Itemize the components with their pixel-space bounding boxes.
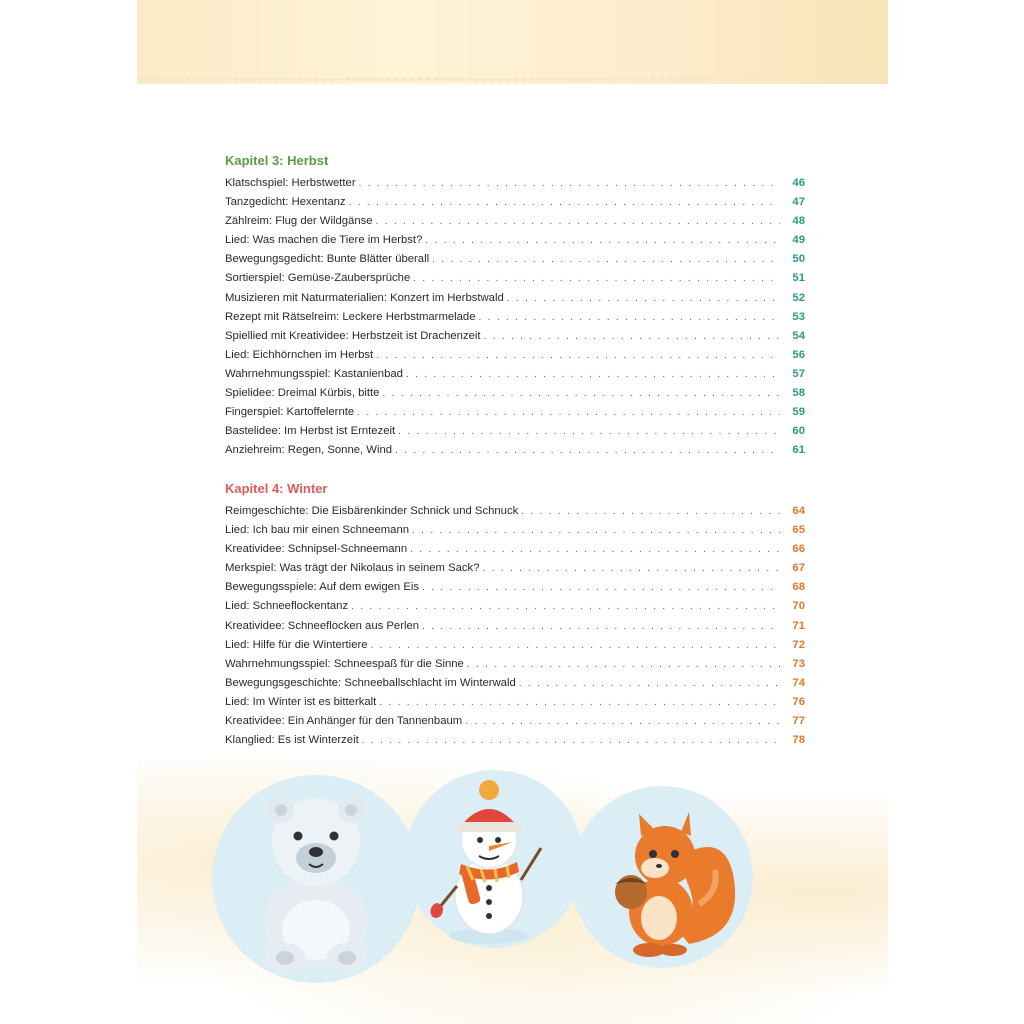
toc-dot-leader (507, 289, 780, 308)
toc-dot-leader (425, 231, 780, 250)
toc-dot-leader (382, 384, 780, 403)
toc-entry-page: 53 (792, 310, 805, 323)
toc-dot-leader (357, 403, 780, 422)
toc-dot-leader (376, 346, 780, 365)
toc-dot-leader (484, 327, 780, 346)
toc-entry (225, 384, 805, 403)
toc-entry-page: 66 (792, 543, 805, 556)
toc-entry (225, 174, 805, 193)
toc-dot-leader (398, 422, 780, 441)
toc-entry (225, 655, 805, 674)
toc-dot-leader (371, 636, 780, 655)
toc-entry-page: 68 (792, 581, 805, 594)
toc-entry (225, 578, 805, 597)
toc-entry-page: 48 (792, 215, 805, 228)
toc-entry-title: Lied: Hilfe für die Wintertiere (225, 638, 368, 651)
toc-entry-page: 76 (792, 695, 805, 708)
toc-entry-page: 52 (792, 291, 805, 304)
toc-entry-title: Fingerspiel: Kartoffelernte (225, 406, 355, 419)
toc-dot-leader (519, 674, 780, 693)
toc-entry (225, 597, 805, 616)
toc-entry (225, 712, 805, 731)
toc-entry-page: 49 (792, 234, 805, 247)
toc-entry-list (225, 174, 805, 460)
toc-entry-title: Spielidee: Dreimal Kürbis, bitte (225, 387, 380, 400)
toc-entry-title: Lied: Schneeflockentanz (225, 600, 349, 613)
toc-entry (225, 422, 805, 441)
squirrel-icon (569, 784, 755, 970)
toc-entry (225, 231, 805, 250)
chapter-heading: Kapitel 4: Winter (225, 481, 328, 496)
toc-entry-list (225, 502, 805, 750)
toc-entry-title: Merkspiel: Was trägt der Nikolaus in seinem Sack? (225, 562, 480, 575)
toc-entry-title: Bewegungsgeschichte: Schneeballschlacht im Winterwald (225, 676, 516, 689)
toc-dot-leader (479, 308, 780, 327)
toc-entry-page: 58 (792, 387, 805, 400)
toc-entry (225, 250, 805, 269)
toc-dot-leader (422, 617, 780, 636)
toc-entry (225, 365, 805, 384)
toc-entry-page: 61 (792, 444, 805, 457)
toc-entry-page: 56 (792, 348, 805, 361)
toc-entry-title: Kreatividee: Schnipsel-Schneemann (225, 543, 408, 556)
toc-entry (225, 289, 805, 308)
toc-entry-title: Lied: Im Winter ist es bitterkalt (225, 695, 377, 708)
toc-entry-page: 65 (792, 524, 805, 537)
toc-entry-page: 73 (792, 657, 805, 670)
toc-dot-leader (432, 250, 780, 269)
header-band-edge (137, 78, 888, 86)
toc-entry-page: 47 (792, 196, 805, 209)
toc-entry-page: 59 (792, 406, 805, 419)
toc-entry (225, 674, 805, 693)
toc-entry-page: 54 (792, 329, 805, 342)
toc-entry (225, 308, 805, 327)
toc-entry (225, 636, 805, 655)
toc-entry-title: Bewegungsgedicht: Bunte Blätter überall (225, 253, 430, 266)
toc-entry-title: Klanglied: Es ist Winterzeit (225, 734, 359, 747)
toc-dot-leader (359, 174, 780, 193)
toc-entry-title: Zählreim: Flug der Wildgänse (225, 215, 373, 228)
toc-entry-title: Wahrnehmungsspiel: Kastanienbad (225, 367, 403, 380)
toc-entry-title: Kreatividee: Ein Anhänger für den Tannenbaum (225, 715, 463, 728)
toc-entry-page: 46 (792, 177, 805, 189)
toc-dot-leader (349, 193, 780, 212)
toc-dot-leader (351, 597, 780, 616)
toc-entry-page: 72 (792, 638, 805, 651)
toc-entry-title: Bewegungsspiele: Auf dem ewigen Eis (225, 581, 420, 594)
toc-dot-leader (465, 712, 780, 731)
toc-entry-title: Musizieren mit Naturmaterialien: Konzert im Herbstwald (225, 291, 504, 304)
toc-entry-page: 70 (792, 600, 805, 613)
toc-entry-page: 51 (792, 272, 805, 285)
toc-entry-title: Lied: Eichhörnchen im Herbst (225, 348, 374, 361)
toc-dot-leader (362, 731, 780, 750)
toc-entry-title: Klatschspiel: Herbstwetter (225, 177, 356, 189)
toc-entry (225, 693, 805, 712)
toc-chapter-autumn (225, 150, 805, 460)
toc-entry (225, 441, 805, 460)
toc-dot-leader (412, 521, 780, 540)
toc-entry-page: 71 (792, 619, 805, 632)
toc-entry-page: 77 (792, 715, 805, 728)
toc-dot-leader (406, 365, 780, 384)
toc-entry-title: Kreatividee: Schneeflocken aus Perlen (225, 619, 420, 632)
toc-entry-page: 64 (792, 505, 805, 517)
toc-entry-title: Bastelidee: Im Herbst ist Erntezeit (225, 425, 396, 438)
toc-entry (225, 346, 805, 365)
toc-entry-page: 78 (792, 734, 805, 747)
toc-entry (225, 731, 805, 750)
header-band (137, 0, 888, 84)
toc-entry (225, 212, 805, 231)
toc-entry-page: 60 (792, 425, 805, 438)
toc-dot-leader (395, 441, 780, 460)
toc-chapter-winter (225, 478, 805, 750)
polar-bear-icon (209, 772, 423, 986)
toc-entry-title: Rezept mit Rätselreim: Leckere Herbstmarmelade (225, 310, 476, 323)
toc-dot-leader (379, 693, 780, 712)
toc-entry-title: Reimgeschichte: Die Eisbärenkinder Schnick und Schnuck (225, 505, 519, 517)
toc-entry (225, 617, 805, 636)
toc-entry-title: Lied: Ich bau mir einen Schneemann (225, 524, 410, 537)
toc-entry (225, 193, 805, 212)
toc-dot-leader (410, 540, 780, 559)
toc-dot-leader (521, 502, 780, 521)
toc-entry-page: 67 (792, 562, 805, 575)
toc-entry-page: 57 (792, 367, 805, 380)
toc-entry (225, 269, 805, 288)
toc-entry-title: Sortierspiel: Gemüse-Zaubersprüche (225, 272, 411, 285)
chapter-heading: Kapitel 3: Herbst (225, 153, 329, 168)
toc-entry-title: Tanzgedicht: Hexentanz (225, 196, 346, 209)
snowman-icon (403, 768, 585, 950)
toc-entry (225, 559, 805, 578)
toc-entry (225, 521, 805, 540)
toc-dot-leader (413, 269, 780, 288)
toc-dot-leader (422, 578, 780, 597)
toc-entry-title: Wahrnehmungsspiel: Schneespaß für die Sinne (225, 657, 464, 670)
toc-entry (225, 540, 805, 559)
toc-dot-leader (482, 559, 780, 578)
book-page (137, 0, 888, 1024)
toc-entry-title: Lied: Was machen die Tiere im Herbst? (225, 234, 423, 247)
toc-entry (225, 502, 805, 521)
toc-entry-title: Anziehreim: Regen, Sonne, Wind (225, 444, 393, 457)
toc-dot-leader (376, 212, 780, 231)
toc-entry-title: Spiellied mit Kreatividee: Herbstzeit ist Drachenzeit (225, 329, 481, 342)
toc-entry (225, 327, 805, 346)
toc-dot-leader (467, 655, 780, 674)
toc-entry-page: 50 (792, 253, 805, 266)
toc-entry (225, 403, 805, 422)
toc-entry-page: 74 (792, 676, 805, 689)
